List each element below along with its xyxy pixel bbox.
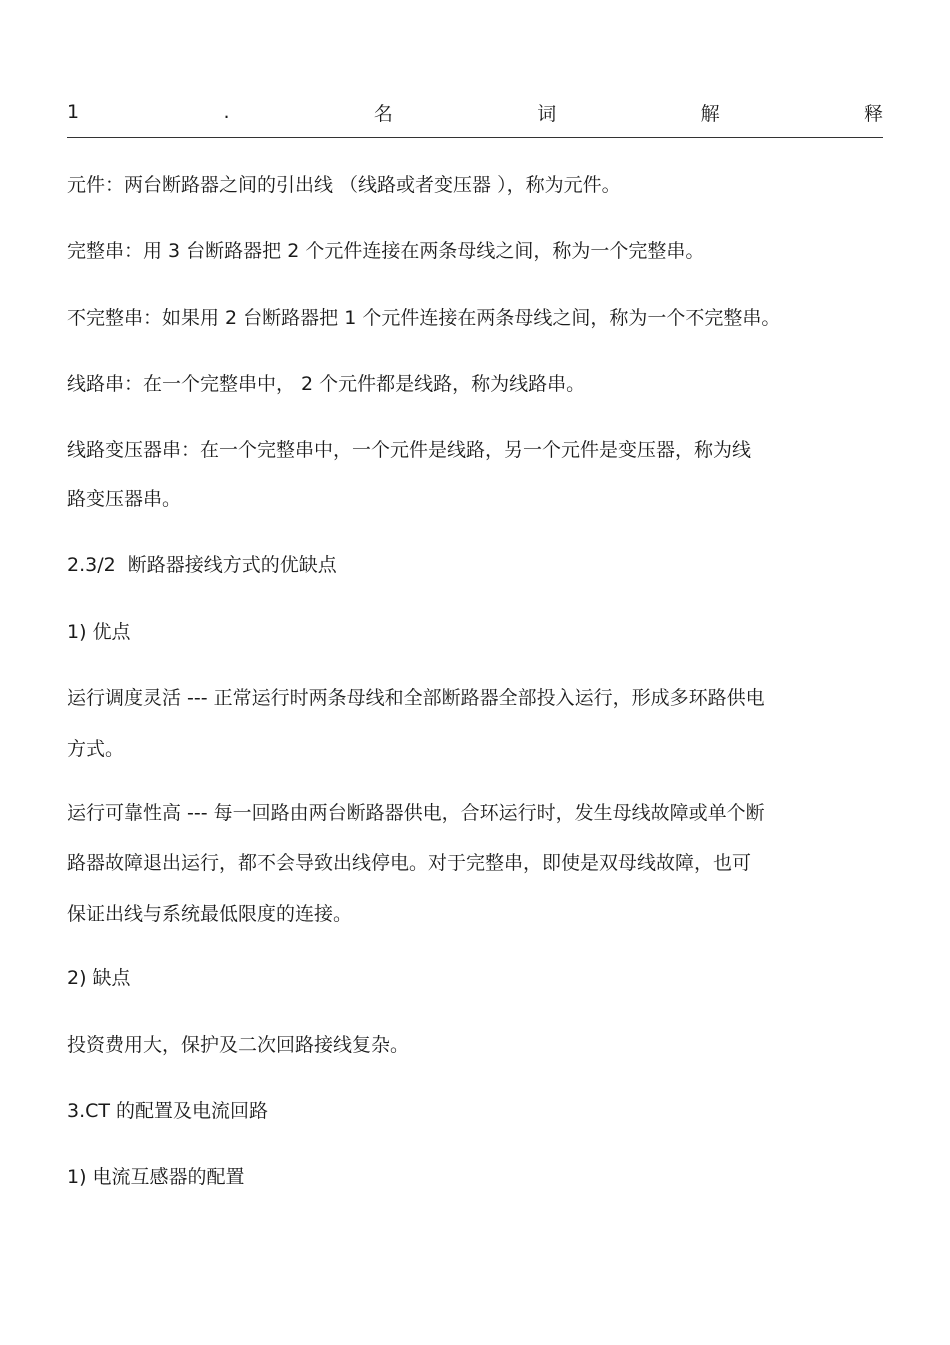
list-heading-disadvantages: 2) 缺点: [67, 967, 131, 989]
heading-char: 词: [537, 102, 557, 125]
subsection-heading: 2.3/2 断路器接线方式的优缺点: [67, 554, 337, 576]
definition-full-string: 完整串：用 3 台断路器把 2 个元件连接在两条母线之间，称为一个完整串。: [67, 240, 705, 262]
heading-divider: [67, 137, 883, 138]
section-heading: [67, 98, 883, 126]
heading-char: .: [223, 101, 230, 123]
paragraph-cost: 投资费用大，保护及二次回路接线复杂。: [67, 1034, 410, 1056]
list-heading-advantages: 1) 优点: [67, 621, 131, 643]
paragraph-continuation: 方式。: [67, 738, 125, 760]
paragraph-flexibility: 运行调度灵活 --- 正常运行时两条母线和全部断路器全部投入运行，形成多环路供电: [67, 687, 765, 709]
paragraph-continuation: 保证出线与系统最低限度的连接。: [67, 903, 353, 925]
definition-line-transformer-string: 线路变压器串：在一个完整串中，一个元件是线路，另一个元件是变压器，称为线: [67, 439, 752, 461]
heading-char: 解: [700, 102, 720, 125]
section-heading-ct: 3.CT 的配置及电流回路: [67, 1100, 269, 1122]
heading-char: 释: [863, 102, 883, 125]
paragraph-continuation: 路变压器串。: [67, 488, 182, 510]
subsection-heading-ct-config: 1) 电流互感器的配置: [67, 1166, 245, 1188]
definition-line-string: 线路串：在一个完整串中， 2 个元件都是线路，称为线路串。: [67, 373, 586, 395]
heading-char: 名: [373, 102, 393, 125]
heading-char: 1: [67, 101, 80, 123]
paragraph-continuation: 路器故障退出运行，都不会导致出线停电。对于完整串，即使是双母线故障，也可: [67, 852, 752, 874]
paragraph-reliability: 运行可靠性高 --- 每一回路由两台断路器供电，合环运行时，发生母线故障或单个断: [67, 802, 765, 824]
definition-partial-string: 不完整串：如果用 2 台断路器把 1 个元件连接在两条母线之间，称为一个不完整串。: [67, 307, 781, 329]
definition-element: 元件：两台断路器之间的引出线 （线路或者变压器 ），称为元件。: [67, 174, 621, 196]
